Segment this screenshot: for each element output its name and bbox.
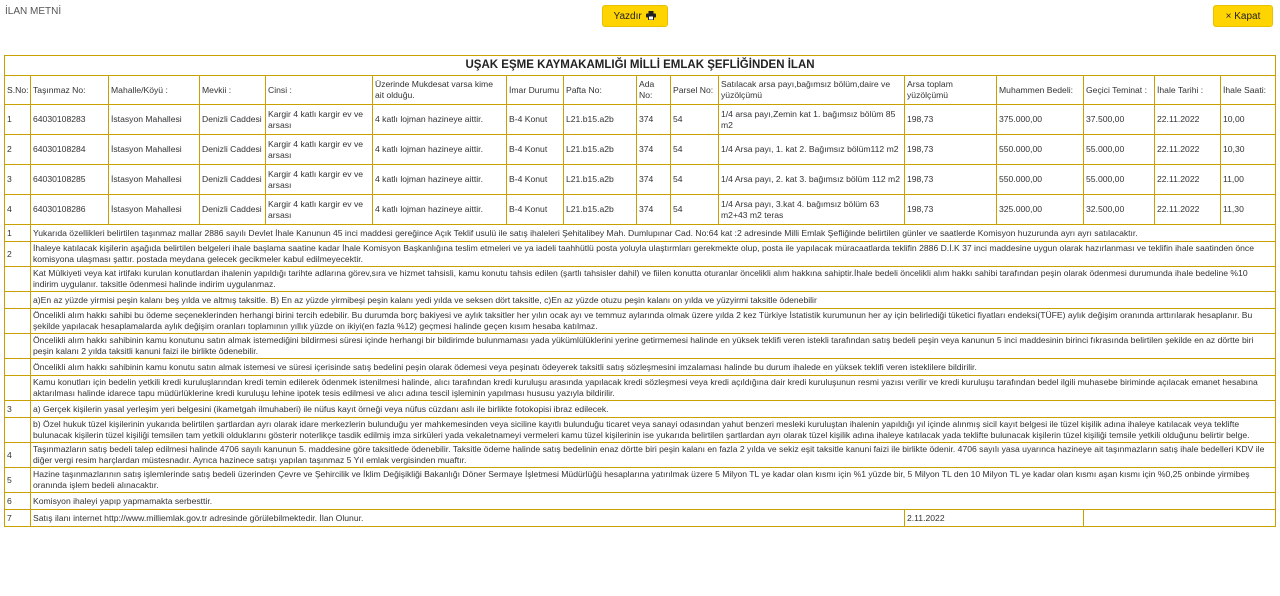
table-cell: Kargir 4 katlı kargir ev ve arsası xyxy=(266,195,373,225)
table-cell: 1/4 Arsa payı, 2. kat 3. bağımsız bölüm 112 m2 xyxy=(719,165,905,195)
condition-number xyxy=(5,309,31,334)
announcement-date: 2.11.2022 xyxy=(905,510,1084,527)
page-label: İLAN METNİ xyxy=(5,6,62,17)
condition-number xyxy=(5,292,31,309)
condition-row xyxy=(5,359,1276,376)
table-cell: L21.b15.a2b xyxy=(564,105,637,135)
table-cell: 4 katlı lojman hazineye aittir. xyxy=(373,165,507,195)
table-cell: 10,00 xyxy=(1221,105,1276,135)
table-cell: 4 xyxy=(5,195,31,225)
table-cell: 198,73 xyxy=(905,195,997,225)
table-cell: Kargir 4 katlı kargir ev ve arsası xyxy=(266,135,373,165)
condition-number xyxy=(5,267,31,292)
condition-number: 5 xyxy=(5,468,31,493)
condition-number xyxy=(5,376,31,401)
table-cell: 1/4 arsa payı,Zemin kat 1. bağımsız bölüm 85 m2 xyxy=(719,105,905,135)
table-cell: 54 xyxy=(671,165,719,195)
condition-text: Taşınmazların satış bedeli talep edilmesi halinde 4706 sayılı kanunun 5. maddesine göre taksitlede ödenebilir. Taksitle ödeme halinde satış bedelinin enaz dörtte biri peşin kalanı en fazla 2 yılda ve sekiz eşit taksitle kanuni faizi ile birlikte ödenir. 4706 sayılı yasa uyarınca hazineye ait taşınmazların satış ihale bedelleri KDV ile diğer vergi resim harçlardan müstesnadır. Ayrıca hazinece satışı yapılan taşınmaz 5 Yıl emlak vergisinden muaftır. xyxy=(31,443,1276,468)
table-cell: 550.000,00 xyxy=(997,165,1084,195)
column-header: Satılacak arsa payı,bağımsız bölüm,daire ve yüzölçümü xyxy=(719,76,905,105)
condition-text: Satış ilanı internet http://www.milliemlak.gov.tr adresinde görülebilmektedir. İlan Olunur. xyxy=(31,510,905,527)
condition-number: 3 xyxy=(5,401,31,418)
condition-row xyxy=(5,225,1276,242)
empty-cell xyxy=(1084,510,1276,527)
column-header: S.No: xyxy=(5,76,31,105)
condition-row xyxy=(5,401,1276,418)
table-cell: 37.500,00 xyxy=(1084,105,1155,135)
condition-text: Yukarıda özellikleri belirtilen taşınmaz mallar 2886 sayılı Devlet İhale Kanunun 45 inci maddesi gereğince Açık Teklif usulü ile satış ihaleleri Şehitalibey Mah. Dumlupınar Cad. No:64 kat :2 adresinde Milli Emlak Şefliğinde belirtilen günler ve saatlerde Komisyon huzurunda ayrı ayrı satılacaktır. xyxy=(31,225,1276,242)
ilan-table xyxy=(4,55,1276,527)
table-cell: B-4 Konut xyxy=(507,195,564,225)
column-header: İmar Durumu xyxy=(507,76,564,105)
condition-text: b) Özel hukuk tüzel kişilerinin yukarıda belirtilen şartlardan ayrı olarak idare merkezlerin bulunduğu yer mahkemesinden veya siciline kayıtlı bulunduğu ticaret veya sanayi odasından yahut benzeri mesleki kuruluştan ihalenin yapıldığı yıl içinde alınmış sicil kayıt belgesi ile tüzel kişilik adına ihaleye katılacak veya teklifte bulunacak kişilerin tüzel kişiliği temsilen tam yetkili olduklarını gösterir noterlikçe tasdik edilmiş imza sirküleri yada vekaletnameyi vermeleri kamu tüzel kişilerinin ise yukarıda belirtilen şartlardan ayrı olarak tüzel kişilik adına ihaleye katılacak yada teklifte bulunacak kişilerin tüzel kişiliği temsile yetkili olduğunu belirtir belge. xyxy=(31,418,1276,443)
table-cell: 1 xyxy=(5,105,31,135)
table-cell: Denizli Caddesi xyxy=(200,165,266,195)
condition-number xyxy=(5,359,31,376)
table-cell: Denizli Caddesi xyxy=(200,105,266,135)
print-button[interactable] xyxy=(602,5,668,27)
condition-text: Öncelikli alım hakkı sahibinin kamu konutu satın almak istemesi ve süresi içerisinde satış bedelini peşin olarak ödemesi veya peşinatı ödeyerek taksitli satış sözleşmesini imzalaması halinde bu durum ihalede en yüksek teklifi veren isteklilere bildirilir. xyxy=(31,359,1276,376)
column-header: İhale Saati: xyxy=(1221,76,1276,105)
close-button[interactable] xyxy=(1213,5,1273,27)
table-cell: Denizli Caddesi xyxy=(200,135,266,165)
table-cell: 54 xyxy=(671,135,719,165)
table-cell: 10,30 xyxy=(1221,135,1276,165)
condition-text: Hazine taşınmazlarının satış işlemlerinde satış bedeli üzerinden Çevre ve Şehircilik ve İklim Değişikliği Bakanlığı Döner Sermaye İşletmesi Müdürlüğü hesaplarına yatırılmak üzere 5 Milyon TL ye kadar olan kısmı için %1 yüzde bir, 5 Milyon TL den 10 Milyon TL ye kadar olan kısmı aşan kısmı için %0,25 onbinde yirmibeş oranında işlem bedeli alınacaktır. xyxy=(31,468,1276,493)
condition-number: 6 xyxy=(5,493,31,510)
table-cell: İstasyon Mahallesi xyxy=(109,135,200,165)
condition-row xyxy=(5,443,1276,468)
table-cell: B-4 Konut xyxy=(507,165,564,195)
table-cell: 54 xyxy=(671,105,719,135)
table-cell: 4 katlı lojman hazineye aittir. xyxy=(373,135,507,165)
column-header: Mevkii : xyxy=(200,76,266,105)
table-cell: 374 xyxy=(637,135,671,165)
condition-number: 1 xyxy=(5,225,31,242)
column-header: Taşınmaz No: xyxy=(31,76,109,105)
table-cell: Kargir 4 katlı kargir ev ve arsası xyxy=(266,105,373,135)
column-header: Cinsi : xyxy=(266,76,373,105)
table-cell: 64030108283 xyxy=(31,105,109,135)
column-header: Arsa toplam yüzölçümü xyxy=(905,76,997,105)
table-cell: L21.b15.a2b xyxy=(564,135,637,165)
table-cell: Kargir 4 katlı kargir ev ve arsası xyxy=(266,165,373,195)
table-cell: 4 katlı lojman hazineye aittir. xyxy=(373,195,507,225)
printer-icon xyxy=(646,11,656,20)
table-cell: 198,73 xyxy=(905,105,997,135)
condition-number xyxy=(5,334,31,359)
condition-text: Komisyon ihaleyi yapıp yapmamakta serbesttir. xyxy=(31,493,1276,510)
table-row xyxy=(5,135,1276,165)
table-cell: 64030108286 xyxy=(31,195,109,225)
table-cell: 325.000,00 xyxy=(997,195,1084,225)
condition-text: Öncelikli alım hakkı sahibinin kamu konutunu satın almak istemediğini bildirmesi süresi içinde herhangi bir bildirimde bulunmaması yada yükümlülüklerini yerine getirmemesi halinde en yüksek teklifi veren istekli tarafından satış bedeli peşin veya kanunun 5 inci maddesinin birinci fıkrasında belirtilen şekilde en az dörtte biri peşin kalanı 2 yılda taksitli kanuni faizi ile birlikte ödenebilir. xyxy=(31,334,1276,359)
condition-number: 4 xyxy=(5,443,31,468)
print-button-label: Yazdır xyxy=(613,11,642,22)
column-header: Üzerinde Mukdesat varsa kime ait olduğu. xyxy=(373,76,507,105)
condition-row xyxy=(5,468,1276,493)
table-cell: Denizli Caddesi xyxy=(200,195,266,225)
table-cell: 22.11.2022 xyxy=(1155,135,1221,165)
table-cell: 11,30 xyxy=(1221,195,1276,225)
table-cell: İstasyon Mahallesi xyxy=(109,105,200,135)
table-cell: 550.000,00 xyxy=(997,135,1084,165)
condition-text: a) Gerçek kişilerin yasal yerleşim yeri belgesini (ikametgah ilmuhaberi) ile nüfus kayıt örneği veya nüfus cüzdanı aslı ile birlikte fotokopisi ibraz edilecek. xyxy=(31,401,1276,418)
condition-text: Kamu konutları için bedelin yetkili kredi kuruluşlarından kredi temin edilerek ödenmek istenilmesi halinde, alıcı tarafından kredi kuruluşu arasında yapılacak kredi sözleşmesi veya kredi açıldığına dair kredi kuruluşunun resmi yazısı verilir ve kredi kuruluşu tarafından bedel ilgili muhasebe biriminde açılacak emanet hesabına aktarılması halinde idarece tapu müdürlüklerine kredi kuruluşu lehine ipotek tesis edilmesi ve alıcı adına tescil işleminin yapılması hususu yazıyla bildirilir. xyxy=(31,376,1276,401)
condition-row xyxy=(5,510,1276,527)
column-header: Parsel No: xyxy=(671,76,719,105)
table-cell: 22.11.2022 xyxy=(1155,165,1221,195)
condition-row xyxy=(5,309,1276,334)
condition-number xyxy=(5,418,31,443)
condition-row xyxy=(5,267,1276,292)
table-cell: İstasyon Mahallesi xyxy=(109,195,200,225)
table-cell: 198,73 xyxy=(905,135,997,165)
table-cell: 374 xyxy=(637,165,671,195)
table-cell: 1/4 Arsa payı, 3.kat 4. bağımsız bölüm 63 m2+43 m2 teras xyxy=(719,195,905,225)
condition-number: 2 xyxy=(5,242,31,267)
column-header: Mahalle/Köyü : xyxy=(109,76,200,105)
table-cell: 4 katlı lojman hazineye aittir. xyxy=(373,105,507,135)
condition-number: 7 xyxy=(5,510,31,527)
table-cell: İstasyon Mahallesi xyxy=(109,165,200,195)
table-cell: 55.000,00 xyxy=(1084,165,1155,195)
table-cell: B-4 Konut xyxy=(507,135,564,165)
table-cell: 64030108285 xyxy=(31,165,109,195)
table-cell: 3 xyxy=(5,165,31,195)
column-header: Ada No: xyxy=(637,76,671,105)
table-cell: L21.b15.a2b xyxy=(564,195,637,225)
table-cell: L21.b15.a2b xyxy=(564,165,637,195)
table-header-row xyxy=(5,76,1276,105)
condition-row xyxy=(5,376,1276,401)
announcement-title: UŞAK EŞME KAYMAKAMLIĞI MİLLİ EMLAK ŞEFLİĞİNDEN İLAN xyxy=(5,56,1276,76)
table-cell: 22.11.2022 xyxy=(1155,105,1221,135)
column-header: İhale Tarihi : xyxy=(1155,76,1221,105)
table-cell: 54 xyxy=(671,195,719,225)
table-row xyxy=(5,105,1276,135)
condition-text: Kat Mülkiyeti veya kat irtifakı kurulan konutlardan ihalenin yapıldığı tarihte adlarına görev,sıra ve hizmet tahsisli, kamu konutu tahsis edilen (şartlı tahsisler dahil) ve fiilen konutta oturanlar öncelikli alım hakkına sahiptir.İhale bedeli öncelikli alım hakkı sahibi tarafından peşin olarak ödenmesi durumunda ihale bedeline %10 indirim uygulanır. taksitle ödenmesi halinde indirim uygulanmaz. xyxy=(31,267,1276,292)
condition-text: İhaleye katılacak kişilerin aşağıda belirtilen belgeleri ihale başlama saatine kadar İhale Komisyon Başkanlığına teslim etmeleri ve ya iadeli taahhütlü posta yoluyla ulaştırmları gerekmekte olup, posta ile yapılacak müracaatlarda teklifin 2886 D.İ.K 37 inci maddesine uygun olarak hazırlanması ve teklifin ihale saatinden önce komisyona ulaşması şattır. postada meydana gelecek gecikmeler kabul edilmeyecektir. xyxy=(31,242,1276,267)
condition-text: a)En az yüzde yirmisi peşin kalanı beş yılda ve altmış taksitle. B) En az yüzde yirmibeşi peşin kalanı yedi yılda ve seksen dört taksitle, c)En az yüzde otuzu peşin kalanı on yılda ve yüzyirmi taksitle ödenebilir xyxy=(31,292,1276,309)
table-cell: 198,73 xyxy=(905,165,997,195)
table-cell: B-4 Konut xyxy=(507,105,564,135)
column-header: Muhammen Bedeli: xyxy=(997,76,1084,105)
column-header: Pafta No: xyxy=(564,76,637,105)
condition-text: Öncelikli alım hakkı sahibi bu ödeme seçeneklerinden herhangi birini tercih edebilir. Bu durumda borç bakiyesi ve aylık taksitler her yılın ocak ayı ve temmuz aylarında olmak üzere yılda 2 kez Türkiye İstatistik kurumunun her ay için belirlediği tüketici fiyatları endeksi(TÜFE) aylık değişim oranında arttırılarak hesaplanır. Bu şekilde yapılacak hesaplamalarda aylık değişim oranları toplamının yıllık yüzde on ikiyi(en fazla %12) geçmesi halinde geçen kısım hesaba katılmaz. xyxy=(31,309,1276,334)
table-cell: 1/4 Arsa payı, 1. kat 2. Bağımsız bölüm112 m2 xyxy=(719,135,905,165)
condition-row xyxy=(5,418,1276,443)
table-cell: 374 xyxy=(637,105,671,135)
table-cell: 22.11.2022 xyxy=(1155,195,1221,225)
condition-row xyxy=(5,493,1276,510)
close-button-label: × Kapat xyxy=(1225,11,1261,22)
table-cell: 374 xyxy=(637,195,671,225)
condition-row xyxy=(5,292,1276,309)
table-cell: 11,00 xyxy=(1221,165,1276,195)
table-row xyxy=(5,195,1276,225)
table-row xyxy=(5,165,1276,195)
table-cell: 55.000,00 xyxy=(1084,135,1155,165)
table-cell: 64030108284 xyxy=(31,135,109,165)
condition-row xyxy=(5,242,1276,267)
table-cell: 2 xyxy=(5,135,31,165)
table-cell: 32.500,00 xyxy=(1084,195,1155,225)
condition-row xyxy=(5,334,1276,359)
column-header: Geçici Teminat : xyxy=(1084,76,1155,105)
table-cell: 375.000,00 xyxy=(997,105,1084,135)
